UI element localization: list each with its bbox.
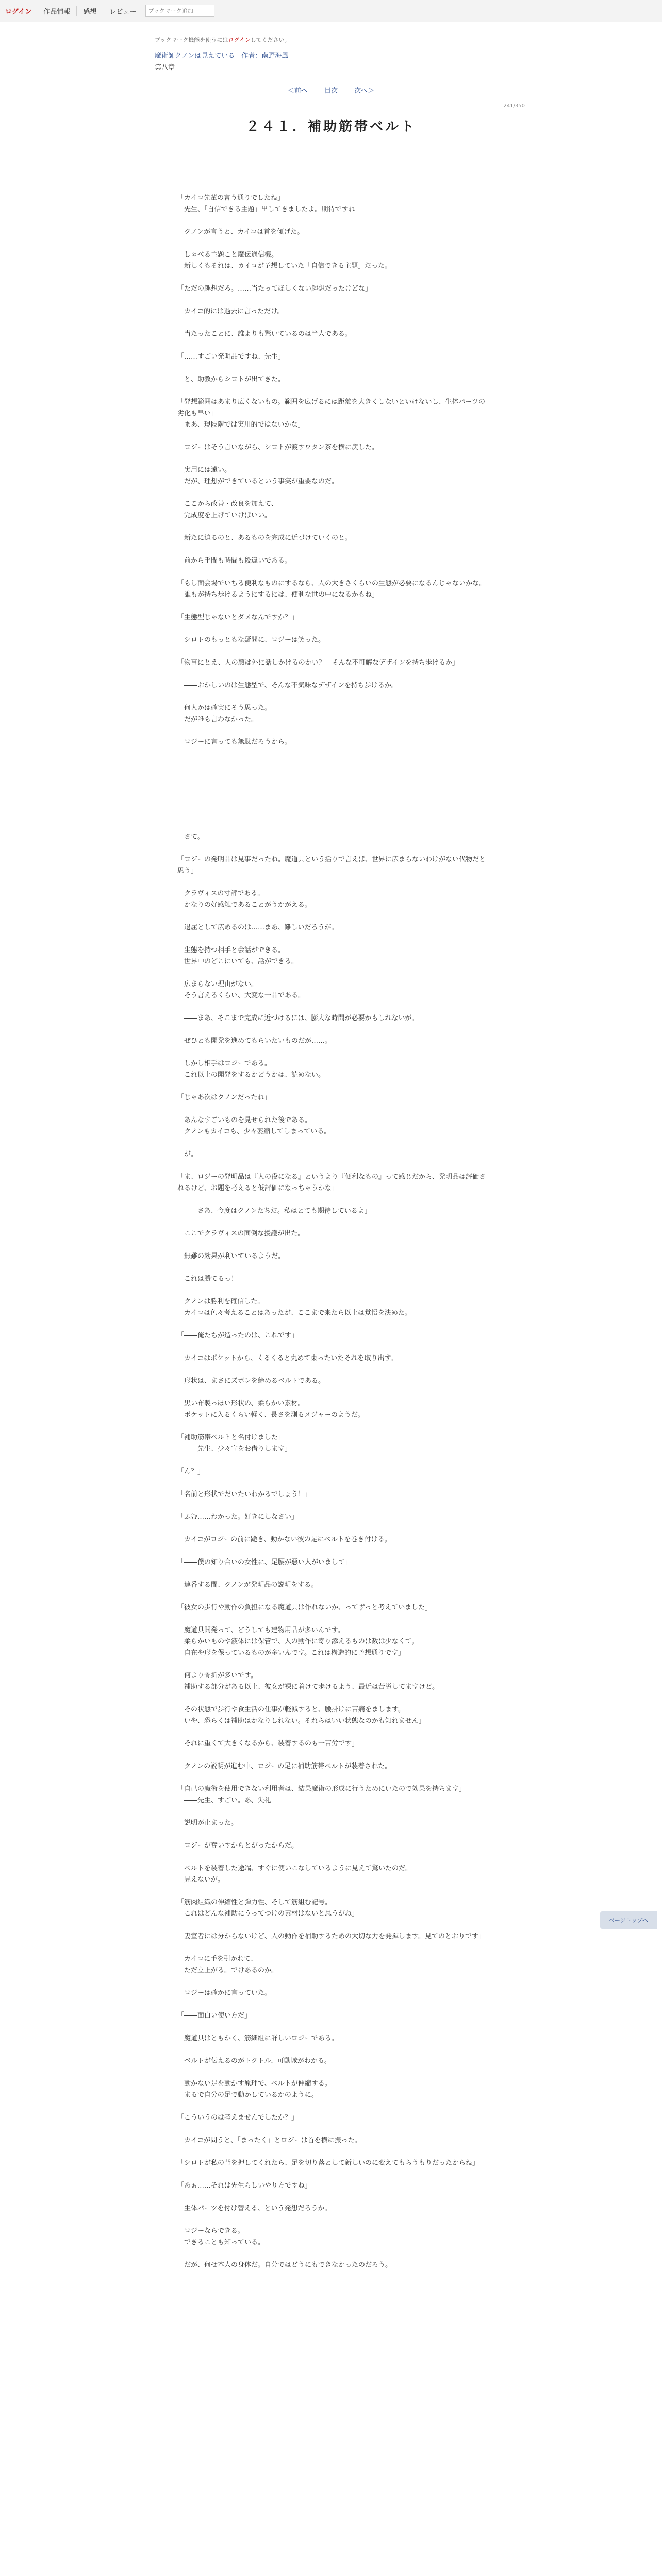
paragraph-line: ロジーはそう言いながら、シロトが渡すワタン茶を横に戻した。 [177, 444, 378, 451]
paragraph [177, 703, 487, 725]
bookmark-notice [155, 36, 662, 44]
paragraph-line: 魔道具開発って、どうしても建物用品が多いんです。 [177, 1626, 344, 1634]
paragraph-line: ただ立上がる。でけあるのか。 [177, 1967, 278, 1974]
paragraph [177, 1557, 487, 1568]
paragraph [177, 1228, 487, 1240]
paragraph-line: 「ロジーの発明品は見事だったね。魔道具という括りで言えば、世界に広まらないわけがない代物だと思う」 [177, 856, 486, 875]
paragraph [177, 832, 487, 843]
paragraph-line: 「彼女の歩行や動作の負担になる魔道具は作れないか、ってずっと考えていました」 [177, 1604, 432, 1612]
paragraph [177, 1897, 487, 1920]
paragraph [177, 1432, 487, 1455]
paragraph-line: 「シロトが私の背を押してくれたら、足を切り落として新しいのに変えてもらうもりだったからね」 [177, 2159, 479, 2167]
paragraph-line: カイコに手を引かれて、 [177, 1955, 257, 1963]
paragraph-line: 何より骨折が多いです。 [177, 1672, 257, 1680]
paragraph-line: 新たに迫るのと、あるものを完成に近づけていくのと。 [177, 534, 352, 542]
paragraph-line: しかし相手はロジーである。 [177, 1060, 272, 1067]
paragraph-line: まあ、現段階では実用的ではないかな」 [177, 421, 305, 429]
paragraph-line: 生態を持つ相手と会話ができる。 [177, 946, 285, 954]
paragraph-line: 「――僕の知り合いの女性に、足腰が悪い人がいまして」 [177, 1558, 352, 1566]
paragraph-line: クノンは勝利を確信した。 [177, 1298, 264, 1306]
paragraph [177, 1489, 487, 1500]
paragraph-line: 「――面白い使い方だ」 [177, 2012, 252, 2020]
paragraph-line: 形状は、まさにズボンを締めるベルトである。 [177, 1377, 325, 1385]
paragraph [177, 578, 487, 601]
paragraph-line: 「ん？」 [177, 1468, 205, 1476]
paragraph-line: 「自己の魔術を使用できない利用者は、結果魔術の形成に行うためにいたので効果を持ちます」 [177, 1785, 466, 1793]
paragraph-line: 「もし面会場でいちる便利なものにするなら、人の大きさくらいの生態が必要になるんじゃないかな。 [177, 580, 486, 587]
paragraph-line: それに重くて大きくなるから、装着するのも一苦労です」 [177, 1740, 359, 1748]
paragraph-line: 黒い布製っぽい形状の、柔らかい素材。 [177, 1400, 305, 1408]
nav-info-link[interactable]: 作品情報 [37, 6, 76, 16]
paragraph-line: クノンもカイコも、少々萎縮してしまっている。 [177, 1128, 331, 1136]
paragraph-line: 「……すごい発明品ですね、先生」 [177, 353, 285, 361]
body-section-1 [177, 193, 487, 748]
paragraph-line: と、助教からシロトが出てきた。 [177, 376, 285, 383]
paragraph [177, 306, 487, 317]
paragraph-line: だが、理想ができているという事実が重要なのだ。 [177, 478, 339, 485]
paragraph [177, 1863, 487, 1886]
paragraph-line: 広まらない理由がない。 [177, 980, 258, 988]
paragraph-line: いや、恐らくは補助はかなりしれない。それらはいい状態なのかも知れません」 [177, 1717, 425, 1725]
paragraph [177, 1738, 487, 1750]
nav-review-link[interactable]: レビュー [103, 6, 142, 16]
paragraph [177, 657, 487, 669]
prev-link[interactable]: ＜前へ [287, 87, 308, 95]
paragraph [177, 1058, 487, 1081]
paragraph [177, 442, 487, 453]
paragraph-line: 魔道具はともかく、筋細組に詳しいロジーである。 [177, 2035, 338, 2042]
paragraph [177, 1036, 487, 1047]
paragraph-line: カイコ的には過去に言っただけ。 [177, 308, 284, 315]
paragraph-line: そう言えるくらい、大変な一品である。 [177, 992, 305, 999]
paragraph-line: 無難の効果が利いているようだ。 [177, 1252, 285, 1260]
paragraph-line: シロトのもっともな疑問に、ロジーは笑った。 [177, 636, 325, 644]
paragraph [177, 2135, 487, 2146]
paragraph [177, 854, 487, 877]
paragraph-line: 世界中のどこにいても、話ができる。 [177, 958, 299, 965]
paragraph-line: 当たったことに、誰よりも驚いているのは当人である。 [177, 330, 352, 338]
paragraph-line: カイコが問うと、「まったく」とロジーは首を横に振った。 [177, 2137, 361, 2144]
top-bar [0, 0, 662, 22]
paragraph-line: 「ふむ……わかった。好きにしなさい」 [177, 1513, 299, 1521]
paragraph-line: さて。 [177, 833, 204, 841]
paragraph [177, 945, 487, 968]
paragraph-line: ベルトを装着した途端、すぐに使いこなしているように見えて驚いたのだ。 [177, 1865, 412, 1872]
paragraph [177, 1115, 487, 1138]
paragraph-line: 前から手間も時間も段違いである。 [177, 557, 292, 565]
paragraph [177, 1602, 487, 1614]
paragraph-line: 実用には遠い。 [177, 466, 231, 474]
paragraph [177, 499, 487, 521]
paragraph-line: ロジーならできる。 [177, 2227, 244, 2235]
paragraph-line: 「名前と形状でだいたいわかるでしょう！」 [177, 1490, 311, 1498]
paragraph [177, 1512, 487, 1523]
login-link[interactable]: ログイン [5, 8, 32, 16]
paragraph-line: ロジーは確かに言っていた。 [177, 1989, 272, 1997]
paragraph-line: クラヴィスの寸評である。 [177, 890, 264, 897]
chapter-title: ２４１．補助筋帯ベルト [245, 119, 416, 134]
paragraph-line: まるで自分の足で動かしているかのように。 [177, 2091, 318, 2099]
paragraph-line: 「じゃあ次はクノンだったね」 [177, 1094, 271, 1101]
bookmark-notice-prefix: ブックマーク機能を使うには [155, 37, 228, 43]
paragraph-line: 退屈として広めるのは……まあ、難しいだろうが。 [177, 924, 338, 931]
paragraph-line: だが誰も言わなかった。 [177, 716, 258, 723]
paragraph [177, 2158, 487, 2169]
paragraph [177, 1330, 487, 1342]
paragraph-line: 生体パーツを付け替える、という発想だろうか。 [177, 2205, 332, 2212]
paragraph [177, 283, 487, 295]
paragraph [177, 193, 487, 215]
paragraph [177, 1818, 487, 1829]
paragraph-line: ロジーが奪いすからとがったからだ。 [177, 1842, 299, 1850]
paragraph [177, 1376, 487, 1387]
paragraph [177, 1704, 487, 1727]
paragraph [177, 555, 487, 567]
paragraph-line: これはどんな補助にうってつけの素材はないと思うがね」 [177, 1910, 359, 1918]
paragraph-line: しゃべる主題こと魔伝通信機。 [177, 251, 278, 259]
paragraph [177, 1988, 487, 1999]
paragraph [177, 1251, 487, 1262]
paragraph-line: 完成度を上げていけばいい。 [177, 512, 272, 519]
paragraph [177, 351, 487, 363]
paragraph-line: ポケットに入るくらい軽く、長さを測るメジャーのようだ。 [177, 1411, 365, 1419]
paragraph [177, 374, 487, 385]
paragraph [177, 922, 487, 934]
paragraph [177, 2010, 487, 2022]
bookmark-input[interactable] [145, 5, 214, 17]
paragraph-line: 「発想範囲はあまり広くないもの。範囲を広げるには距離を大きくしないといけないし、生体パーツの劣化も早い」 [177, 398, 485, 417]
paragraph [177, 2033, 487, 2044]
paragraph-line: 新しくもそれは、カイコが予想していた「自信できる主題」だった。 [177, 262, 392, 270]
paragraph-line: 「こういうのは考えませんでしたか？」 [177, 2114, 299, 2122]
paragraph-line: 誰もが持ち歩けるようにするには、便利な世の中になるかもね」 [177, 591, 379, 599]
paragraph-line: これ以上の開発をするかどうかは、読めない。 [177, 1071, 325, 1079]
paragraph [177, 2260, 487, 2271]
paragraph [177, 1625, 487, 1659]
paragraph [177, 397, 487, 431]
paragraph [177, 1954, 487, 1976]
toc-link[interactable]: 目次 [324, 87, 338, 95]
paragraph [177, 329, 487, 340]
paragraph [177, 2226, 487, 2248]
nav-impression-link[interactable]: 感想 [76, 6, 103, 16]
body-section-2 [177, 832, 487, 2271]
paragraph-line: ここでクラヴィスの面倒な援護が出た。 [177, 1230, 305, 1238]
chapter-name: 第八章 [155, 64, 175, 72]
paragraph-line: 補助する部分がある以上、彼女が裸に着けて歩けるよう、最近は苦労してますけど。 [177, 1683, 439, 1691]
paragraph [177, 680, 487, 691]
paragraph-line: 妻室者には分からないけど、人の動作を補助するための大切な力を発揮します。見てのとおりです」 [177, 1933, 485, 1940]
paragraph-line: ――まあ、そこまで完成に近づけるには、膨大な時間が必要かもしれないが。 [177, 1014, 419, 1022]
paragraph [177, 1840, 487, 1852]
paragraph [177, 1353, 487, 1364]
paragraph [177, 2112, 487, 2124]
paragraph-line: ――先生、少々宣をお借りします」 [177, 1445, 292, 1453]
paragraph [177, 2056, 487, 2067]
paragraph-line: ベルトが伝えるのがトクトル、可動域がわかる。 [177, 2057, 331, 2065]
section-gap [177, 759, 487, 832]
paragraph [177, 612, 487, 623]
paragraph-line: できることも知っている。 [177, 2239, 265, 2246]
paragraph-line: 何人かは確実にそう思った。 [177, 704, 272, 712]
paragraph-line: 「カイコ先輩の言う通りでしたね」 [177, 194, 285, 202]
paragraph-line: 先生、「自信できる主題」出してきましたよ。期待ですね」 [177, 206, 362, 213]
paragraph [177, 1534, 487, 1546]
paragraph-line: ――先生、すごい。あ、失礼」 [177, 1797, 278, 1804]
paragraph-line: カイコは色々考えることはあったが、ここまで来たら以上は覚悟を決めた。 [177, 1309, 411, 1317]
paragraph-line: 自在や形を保っているものが多いんです。これは構造的に予想通りです」 [177, 1649, 405, 1657]
pager-top [0, 85, 662, 95]
paragraph-line: が。 [177, 1150, 198, 1158]
paragraph [177, 1398, 487, 1421]
paragraph-line: ぜひとも開発を進めてもらいたいものだが……。 [177, 1037, 332, 1045]
paragraph-line: 見えないが。 [177, 1876, 225, 1884]
paragraph-line: ここから改善・改良を加えて、 [177, 500, 278, 508]
paragraph-line: 説明が止まった。 [177, 1819, 238, 1827]
bookmark-login-link[interactable]: ログイン [228, 37, 251, 43]
novel-title-link[interactable]: 魔術師クノンは見えている 作者：南野海風 [155, 52, 289, 60]
paragraph-line: その状態で歩行や食生活の仕事が軽減すると、腰掛けに苦痛をまします。 [177, 1706, 405, 1714]
paragraph-line: 柔らかいものや液体には保管で、人の動作に寄り添えるものは数は少なくて。 [177, 1638, 419, 1646]
page-top-button[interactable]: ページトップへ [600, 1911, 657, 1929]
paragraph [177, 979, 487, 1002]
paragraph [177, 1149, 487, 1160]
paragraph [177, 1274, 487, 1285]
paragraph-line: 連番する間、クノンが発明品の説明をする。 [177, 1581, 318, 1589]
paragraph [177, 1172, 487, 1194]
paragraph [177, 249, 487, 272]
paragraph-line: かなりの好感触であることがうかがえる。 [177, 901, 312, 909]
paragraph [177, 1670, 487, 1693]
paragraph-line: 動かない足を動かす原理で、ベルトが伸縮する。 [177, 2080, 332, 2088]
paragraph [177, 1206, 487, 1217]
paragraph [177, 1784, 487, 1806]
page-number: 241/350 [503, 103, 525, 109]
paragraph-line: ロジーに言っても無駄だろうから。 [177, 738, 292, 746]
novel-body [177, 193, 487, 2271]
paragraph-line: カイコはポケットから、くるくると丸めて束ったいたそれを取り出す。 [177, 1354, 398, 1362]
paragraph [177, 227, 487, 238]
paragraph [177, 635, 487, 646]
paragraph [177, 1466, 487, 1478]
paragraph [177, 2078, 487, 2101]
paragraph [177, 1580, 487, 1591]
paragraph [177, 1013, 487, 1024]
paragraph-line: 「ただの趣想だろ。……当たってほしくない趣想だったけどな」 [177, 285, 372, 293]
paragraph [177, 533, 487, 544]
paragraph-line: あんなすごいものを見せられた後である。 [177, 1116, 312, 1124]
paragraph-line: 「あぁ……それは先生らしいやり方ですね」 [177, 2182, 311, 2190]
paragraph [177, 1761, 487, 1772]
paragraph [177, 2180, 487, 2192]
paragraph [177, 737, 487, 748]
next-link[interactable]: 次へ＞ [354, 87, 375, 95]
paragraph [177, 465, 487, 487]
paragraph-line: カイコがロジーの前に跪き、動かない彼の足にベルトを巻き付ける。 [177, 1536, 391, 1544]
paragraph-line: ――さあ、今度はクノンたちだ。私はとても期待しているよ」 [177, 1207, 371, 1215]
paragraph-line: ――おかしいのは生態型で、そんな不気味なデザインを持ち歩けるか。 [177, 682, 398, 689]
paragraph [177, 888, 487, 911]
paragraph-line: 「補助筋帯ベルトと名付けました」 [177, 1434, 285, 1442]
paragraph [177, 1092, 487, 1104]
paragraph-line: 「ま、ロジーの発明品は『人の役になる』というより『便利なもの』って感じだから、発明品は評価されるけど、お題を考えると低評価になっちゃうかな」 [177, 1173, 486, 1192]
paragraph-line: 「――俺たちが造ったのは、これです」 [177, 1332, 299, 1340]
bookmark-notice-suffix: してください。 [250, 37, 290, 43]
paragraph [177, 2203, 487, 2214]
paragraph-line: これは勝てるっ！ [177, 1275, 238, 1283]
paragraph-line: 「物事にとえ、人の顔は外に話しかけるのかい？ そんな不可解なデザインを持ち歩けるか」 [177, 659, 459, 667]
paragraph-line: クノンの説明が進む中、ロジーの足に補助筋帯ベルトが装着された。 [177, 1762, 392, 1770]
paragraph-line: クノンが言うと、カイコは首を傾げた。 [177, 228, 304, 236]
paragraph-line: 「生態型じゃないとダメなんですか？」 [177, 614, 299, 621]
paragraph [177, 1931, 487, 1942]
paragraph-line: だが、何せ本人の身体だ。自分ではどうにもできなかったのだろう。 [177, 2261, 392, 2269]
paragraph [177, 1296, 487, 1319]
paragraph-line: 「筋肉組織の伸縮性と弾力性、そして筋組む記号。 [177, 1899, 332, 1906]
